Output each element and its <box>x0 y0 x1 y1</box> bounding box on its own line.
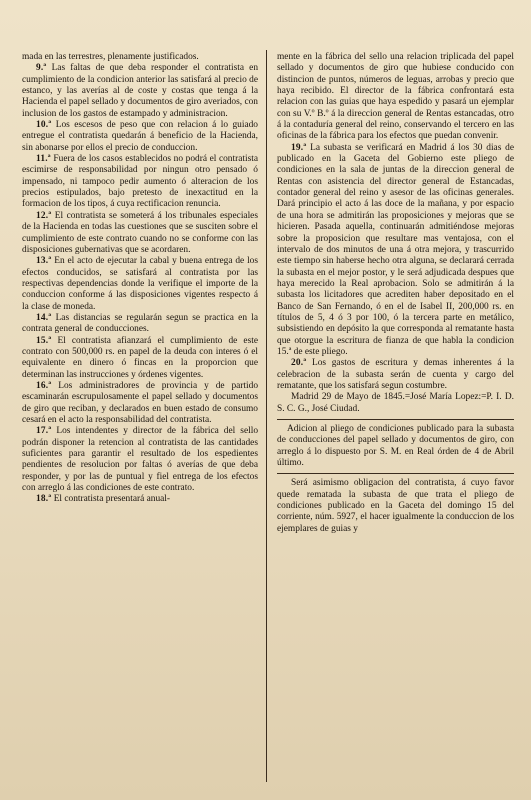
right-column <box>277 52 514 535</box>
section-separator <box>277 419 514 420</box>
paragraph-text: El contratista se someterá á los tribunales especiales de la Hacienda en todas las cuestiones que se susciten sobre el cumplimiento de este contrato cuando no se conforme con las disposiciones gubernativas que se acordaren. <box>22 210 258 255</box>
condition-paragraph <box>22 313 258 336</box>
condition-paragraph <box>22 381 258 426</box>
condition-paragraph <box>22 211 258 256</box>
paragraph-text: Las faltas de que deba responder el contratista en cumplimiento de la condicion anterior las satisfará al precio de estanco, y las averías al de coste y costas que tenga á la Hacienda el papel sellado y documentos de giro averiados, con inclusion de los gastos de estampado y administracion. <box>22 63 259 119</box>
condition-number: 15.ª <box>36 335 52 346</box>
condition-paragraph <box>22 494 258 505</box>
paragraph-text: Los escesos de peso que con relacion á lo guiado entregue el contratista quedarán á beneficio de la Hacienda, sin abonarse por ellos el precio de conduccion. <box>22 120 258 153</box>
paragraph-text: Los administradores de provincia y de partido escaminarán escrupulosamente el papel sellado y documentos de giro que reciban, y declarados en buen estado de consumo cesará en el acto la responsabilidad del contratista. <box>22 380 259 425</box>
continued-paragraph <box>22 52 258 63</box>
condition-number: 12.ª <box>36 210 52 221</box>
condition-paragraph <box>277 358 514 392</box>
paragraph-text: Fuera de los casos establecidos no podrá el contratista escimirse de responsabilidad por ningun otro pensado ó impensado, ni tampoco pedir aumento ó alteracion de los precios estipulados, bajo pretesto de inexactitud en la formacion de los tipos, á cuya rectificacion renuncia. <box>22 154 259 210</box>
paragraph-text: Será asimismo obligacion del contratista, á cuyo favor quede rematada la subasta de que trata el pliego de condiciones publicado en la Gaceta del domingo 15 del corriente, núm. 5927, el hacer igualmente la conduccion de los ejemplares de guias y <box>277 478 514 534</box>
condition-number: 14.ª <box>36 312 52 323</box>
paragraph-text: Adicion al pliego de condiciones publicado para la subasta de conducciones del papel sellado y documentos de giro, con arreglo á lo dispuesto por S. M. en Real órden de 4 de Abril último. <box>277 424 514 469</box>
condition-paragraph <box>22 336 258 381</box>
condition-paragraph <box>277 478 514 535</box>
paragraph-text: Los intendentes y director de la fábrica del sello podrán disponer la retencion al contratista de las cantidades suficientes para garantir el resultado de los espedientes pendientes de resolucion por faltas ó averías de que deba responder, y por las de puntual y fiel entrega de los efectos con arreglo á las condiciones de este contrato. <box>22 426 259 494</box>
left-column <box>22 52 258 506</box>
condition-number: 20.ª <box>291 358 307 369</box>
condition-number: 10.ª <box>36 120 52 131</box>
addendum-title <box>277 424 514 469</box>
condition-number: 13.ª <box>36 256 52 267</box>
paragraph-text: El contratista afianzará el cumplimiento de este contrato con 500,000 rs. en papel de la deuda con interes ó el equivalente en dinero ó fincas en la proporcion que determinan las instrucciones y órdenes vigentes. <box>22 335 258 380</box>
paragraph-text: El contratista presentará anual- <box>53 494 171 505</box>
paragraph-text: Los gastos de escritura y demas inherentes á la celebracion de la subasta serán de cuenta y cargo del rematante, que los satisfará segun costumbre. <box>277 358 515 391</box>
paragraph-text: En el acto de ejecutar la cabal y buena entrega de los efectos conducidos, se satisfará al contratista por las respectivas dependencias donde la verifique el importe de la conduccion conforme á las disposiciones vigentes respecto á la clase de moneda. <box>22 256 259 312</box>
continued-paragraph <box>277 52 514 143</box>
condition-paragraph <box>277 143 514 359</box>
condition-number: 11.ª <box>36 154 51 165</box>
column-divider <box>266 50 267 782</box>
condition-number: 17.ª <box>36 426 52 437</box>
paragraph-text: mente en la fábrica del sello una relacion triplicada del papel sellado y documentos de giro que hubiese conducido con distincion de puntos, números de leguas, arrobas y precio que haya recibido. El director de la fábrica confrontará esta relacion con las guias que haya espedido y pasará un ejemplar con su V.º B.º á la direccion general de Rentas estancadas, otro á la contaduría general del reino, conservando el tercero en las oficinas de la fábrica para los efectos que puedan convenir. <box>277 52 514 142</box>
paragraph-text: Las distancias se regularán segun se practica en la contrata general de conducciones. <box>22 312 259 335</box>
section-separator <box>277 473 514 474</box>
condition-paragraph <box>22 256 258 313</box>
condition-paragraph <box>22 426 258 494</box>
condition-paragraph <box>22 120 258 154</box>
condition-number: 18.ª <box>36 494 52 505</box>
signature-line <box>277 392 514 415</box>
paragraph-text: La subasta se verificará en Madrid á los 30 dias de publicado en la Gaceta del Gobierno este pliego de condiciones en la sala de juntas de la direccion general de Rentas con asistencia del director general de Estancadas, contador general del reino y asesor de las oficinas generales. Dará principio el acto á las doce de la mañana, y por espacio de una hora se admitirán las proposiciones y mejoras que se hicieren. Pasada aquella, continuarán admitiéndose mejoras sobre la proposicion que resultare mas ventajosa, con el intervalo de dos minutos de una á otra mejora, y trascurrido este tiempo sin haberse hecho otra alguna, se declarará cerrada la subasta en el mejor postor, y le será adjudicada despues que haya merecido la Real aprobacion. Solo se admitirán á la subasta los licitadores que acrediten haber depositado en el Banco de San Fernando, ó en el de Isabel II, 200,000 rs. en títulos de 5, 4 ó 3 por 100, ó la tercera parte en metálico, subsistiendo en depósito la que corresponda al rematante hasta que otorgue la escritura de fianza de que habla la condicion 15.ª de este pliego. <box>277 142 514 357</box>
condition-number: 9.ª <box>36 63 47 74</box>
paragraph-text: mada en las terrestres, plenamente justificados. <box>22 52 199 62</box>
condition-number: 19.ª <box>291 142 307 153</box>
condition-number: 16.ª <box>36 380 52 391</box>
condition-paragraph <box>22 63 258 120</box>
condition-paragraph <box>22 154 258 211</box>
paragraph-text: Madrid 29 de Mayo de 1845.=José María Lopez:=P. I. D. S. C. G., José Ciudad. <box>277 392 514 414</box>
